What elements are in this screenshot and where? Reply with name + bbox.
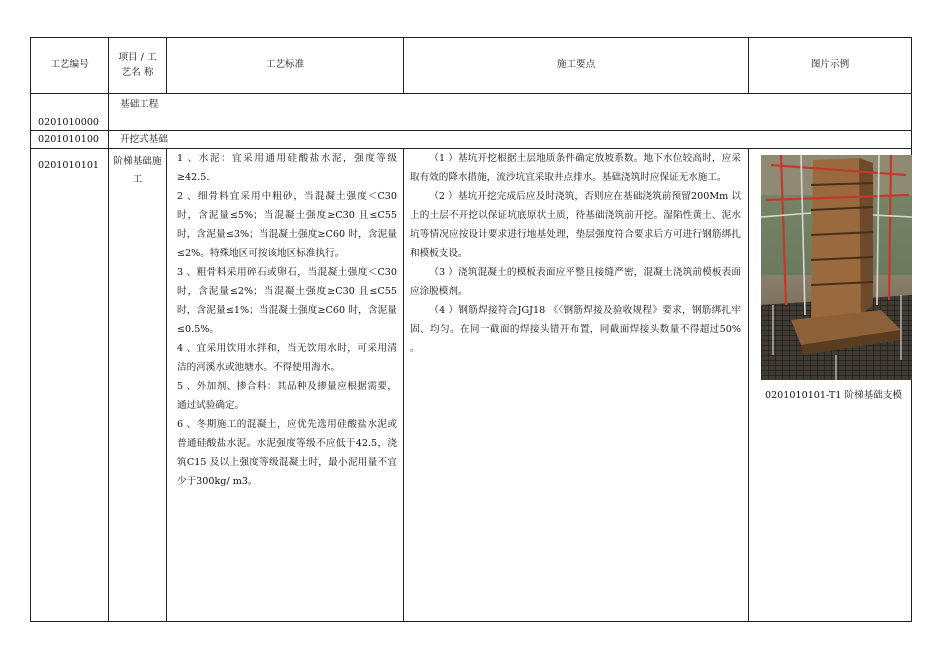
group-row: [31, 94, 912, 131]
item-row: [31, 149, 912, 622]
formwork-photo: [761, 155, 912, 380]
header-name-text: 项目 / 工艺名 称: [118, 52, 157, 78]
header-code: 工艺编号: [31, 38, 109, 94]
point-item: （1 ）基坑开挖根据土层地质条件确定放坡系数。地下水位较高时，应采取有效的降水措施，流沙坑宜采取井点排水。基础浇筑时应保证无水施工。: [410, 153, 741, 183]
point-item: （2 ）基坑开挖完成后应及时浇筑，否则应在基础浇筑前预留200Mm 以上的土层不开挖以保证坑底原状土质，待基础浇筑前开挖。湿陷性黄土、泥水坑等情况应按设计要求进行地基处理，垫层强度符合要求后方可进行钢筋绑扎和模板支设。: [410, 191, 741, 259]
item-code: 0201010101: [31, 149, 109, 622]
standard-item: 6 、冬期施工的混凝土，应优先选用硅酸盐水泥或普通硅酸盐水泥。水泥强度等级不应低于42.5，浇筑C15 及以上强度等级混凝土时，最小泥用量不宜少于300kg/ m3。: [177, 419, 397, 487]
standard-cell: [167, 149, 404, 622]
subgroup-code: 0201010100: [31, 131, 109, 149]
header-image: 图片示例: [749, 38, 912, 94]
group-name: 基础工程: [109, 94, 912, 131]
header-standard: 工艺标准: [167, 38, 404, 94]
subgroup-row: [31, 131, 912, 149]
subgroup-name: 开挖式基础: [109, 131, 912, 149]
points-cell: [404, 149, 749, 622]
item-name-text: 阶梯基础施工: [113, 156, 162, 185]
standard-item: 4 、宜采用饮用水拌和，当无饮用水时，可采用清洁的河溪水或池塘水。不得使用海水。: [177, 343, 397, 373]
standard-item: 5 、外加剂、掺合料：其品种及掺量应根据需要，通过试验确定。: [177, 381, 397, 411]
image-cell: [749, 149, 912, 622]
item-name: [109, 149, 167, 622]
standard-item: 3 、粗骨料采用碎石或卵石，当混凝土强度＜C30 时，含泥量≤2%；当混凝土强度≥C30 且≤C55 时，含泥量≤1%；当混凝土强度≥C60 时，含泥量≤0.5%。: [177, 267, 397, 335]
header-points: 施工要点: [404, 38, 749, 94]
point-item: （3 ）浇筑混凝土的模板表面应平整且接缝严密，混凝土浇筑前模板表面应涂脱模剂。: [410, 267, 741, 297]
group-code: 0201010000: [31, 94, 109, 131]
point-item: （4 ）钢筋焊接符合JGJ18 《〈钢筋焊接及验收规程》要求，钢筋绑扎牢固、均匀。在同一截面的焊接头错开布置，同截面焊接头数量不得超过50% 。: [410, 305, 741, 354]
standard-item: 2 、细骨料宜采用中粗砂，当混凝土强度＜C30 时，含泥量≤5%；当混凝土强度≥C30 且≤C55 时，含泥量≤3%；当混凝土强度≥C60 时，含泥量≤2%。特殊地区可按该地区标准执行。: [177, 191, 397, 259]
header-name: [109, 38, 167, 94]
header-row: [31, 38, 912, 94]
standard-item: 1 、水泥：宜采用通用硅酸盐水泥，强度等级≥42.5.: [177, 153, 397, 183]
process-standard-table: [30, 37, 912, 622]
image-caption: 0201010101-T1 阶梯基础支模: [764, 390, 903, 401]
